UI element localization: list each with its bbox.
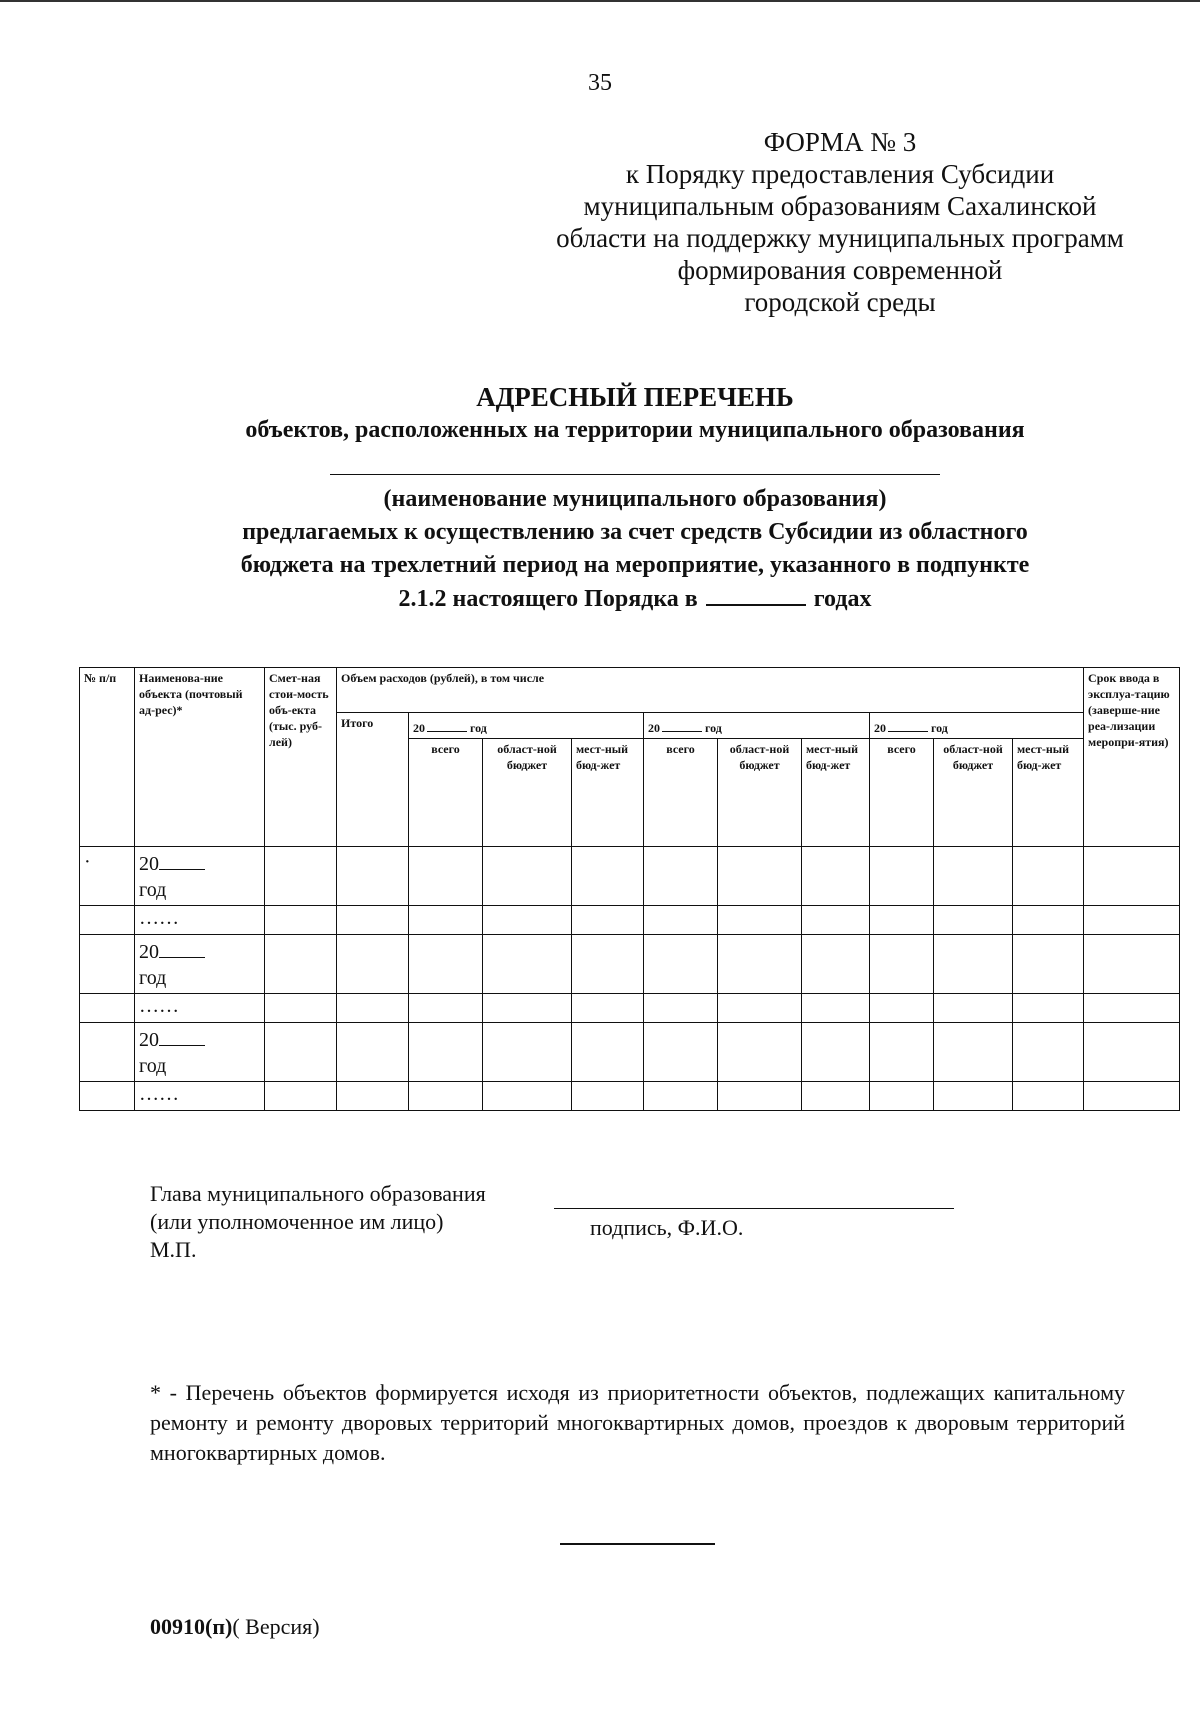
form-header-line: городской среды xyxy=(744,287,936,317)
form-header-line: формирования современной xyxy=(677,255,1003,285)
col-header-regional: област-ной бюджет xyxy=(718,739,802,847)
row-dots: …… xyxy=(135,994,265,1023)
municipality-name-blank xyxy=(330,474,940,475)
blank-caption: (наименование муниципального образования) xyxy=(383,486,887,512)
top-border xyxy=(0,0,1200,2)
signature-caption: подпись, Ф.И.О. xyxy=(590,1215,744,1240)
row-year-cell: 20 год xyxy=(135,1023,265,1082)
footnote: * - Перечень объектов формируется исходя из приоритетности объектов, подлежащих капитальному ремонту и ремонту дворовых территорий многоквартирных домов, проездов к дворовым территорий многоквартирных домов. xyxy=(150,1380,1125,1465)
table-row xyxy=(80,1082,1180,1111)
document-subtitle: объектов, расположенных на территории муниципального образования xyxy=(245,417,1025,443)
col-header-all: всего xyxy=(870,739,934,847)
title-body-line: предлагаемых к осуществлению за счет средств Субсидии из областного xyxy=(242,519,1028,545)
document-code-number: 00910(п) xyxy=(150,1614,233,1639)
signatory xyxy=(150,1180,486,1264)
form-header-line: области на поддержку муниципальных программ xyxy=(556,223,1124,253)
row-number: · xyxy=(80,847,135,906)
table-row xyxy=(80,847,1180,906)
col-header-local: мест-ный бюд-жет xyxy=(802,739,870,847)
col-header-all: всего xyxy=(409,739,483,847)
col-header-regional: област-ной бюджет xyxy=(483,739,572,847)
col-header-cost: Смет-ная стои-мость объ-екта (тыс. руб-лей) xyxy=(265,668,337,847)
table-row xyxy=(80,906,1180,935)
col-header-local: мест-ный бюд-жет xyxy=(1013,739,1084,847)
objects-table xyxy=(79,667,1180,1111)
years-blank xyxy=(706,582,806,606)
row-year-cell: 20 год xyxy=(135,935,265,994)
title-body-line xyxy=(100,582,1170,616)
signatory-note: (или уполномоченное им лицо) xyxy=(150,1209,444,1234)
row-year-cell: 20 год xyxy=(135,847,265,906)
col-header-year: 20 год xyxy=(409,713,644,739)
row-number xyxy=(80,1023,135,1082)
col-header-name: Наименова-ние объекта (почтовый ад-рес)* xyxy=(135,668,265,847)
title-body-line: бюджета на трехлетний период на мероприятие, указанного в подпункте xyxy=(240,552,1030,578)
col-header-num: № п/п xyxy=(80,668,135,847)
col-header-regional: област-ной бюджет xyxy=(934,739,1013,847)
row-dots: …… xyxy=(135,906,265,935)
col-header-year: 20 год xyxy=(870,713,1084,739)
title-body-text: 2.1.2 настоящего Порядка в xyxy=(398,586,698,612)
signatory-title: Глава муниципального образования xyxy=(150,1181,486,1206)
col-header-deadline: Срок ввода в эксплуа-тацию (заверше-ние реа-лизации меропри-ятия) xyxy=(1084,668,1180,847)
form-header xyxy=(500,126,1180,318)
title-body-text: годах xyxy=(813,586,872,612)
seal-place: М.П. xyxy=(150,1237,197,1262)
document-code xyxy=(150,1614,320,1640)
col-header-expenses: Объем расходов (рублей), в том числе xyxy=(337,668,1084,713)
end-rule xyxy=(560,1543,715,1545)
row-number xyxy=(80,935,135,994)
document-title: АДРЕСНЫЙ ПЕРЕЧЕНЬ xyxy=(476,382,794,412)
table-row xyxy=(80,1023,1180,1082)
table-row xyxy=(80,994,1180,1023)
signature-line xyxy=(554,1208,954,1209)
form-header-line: к Порядку предоставления Субсидии xyxy=(625,159,1055,189)
table-row xyxy=(80,935,1180,994)
col-header-year: 20 год xyxy=(644,713,870,739)
document-version: ( Версия) xyxy=(232,1614,320,1639)
document-title-block xyxy=(100,380,1170,616)
row-dots: …… xyxy=(135,1082,265,1111)
col-header-total: Итого xyxy=(337,713,409,847)
form-header-line: муниципальным образованиям Сахалинской xyxy=(583,191,1097,221)
col-header-local: мест-ный бюд-жет xyxy=(572,739,644,847)
page-number: 35 xyxy=(588,70,612,96)
form-title: ФОРМА № 3 xyxy=(763,127,917,157)
col-header-all: всего xyxy=(644,739,718,847)
